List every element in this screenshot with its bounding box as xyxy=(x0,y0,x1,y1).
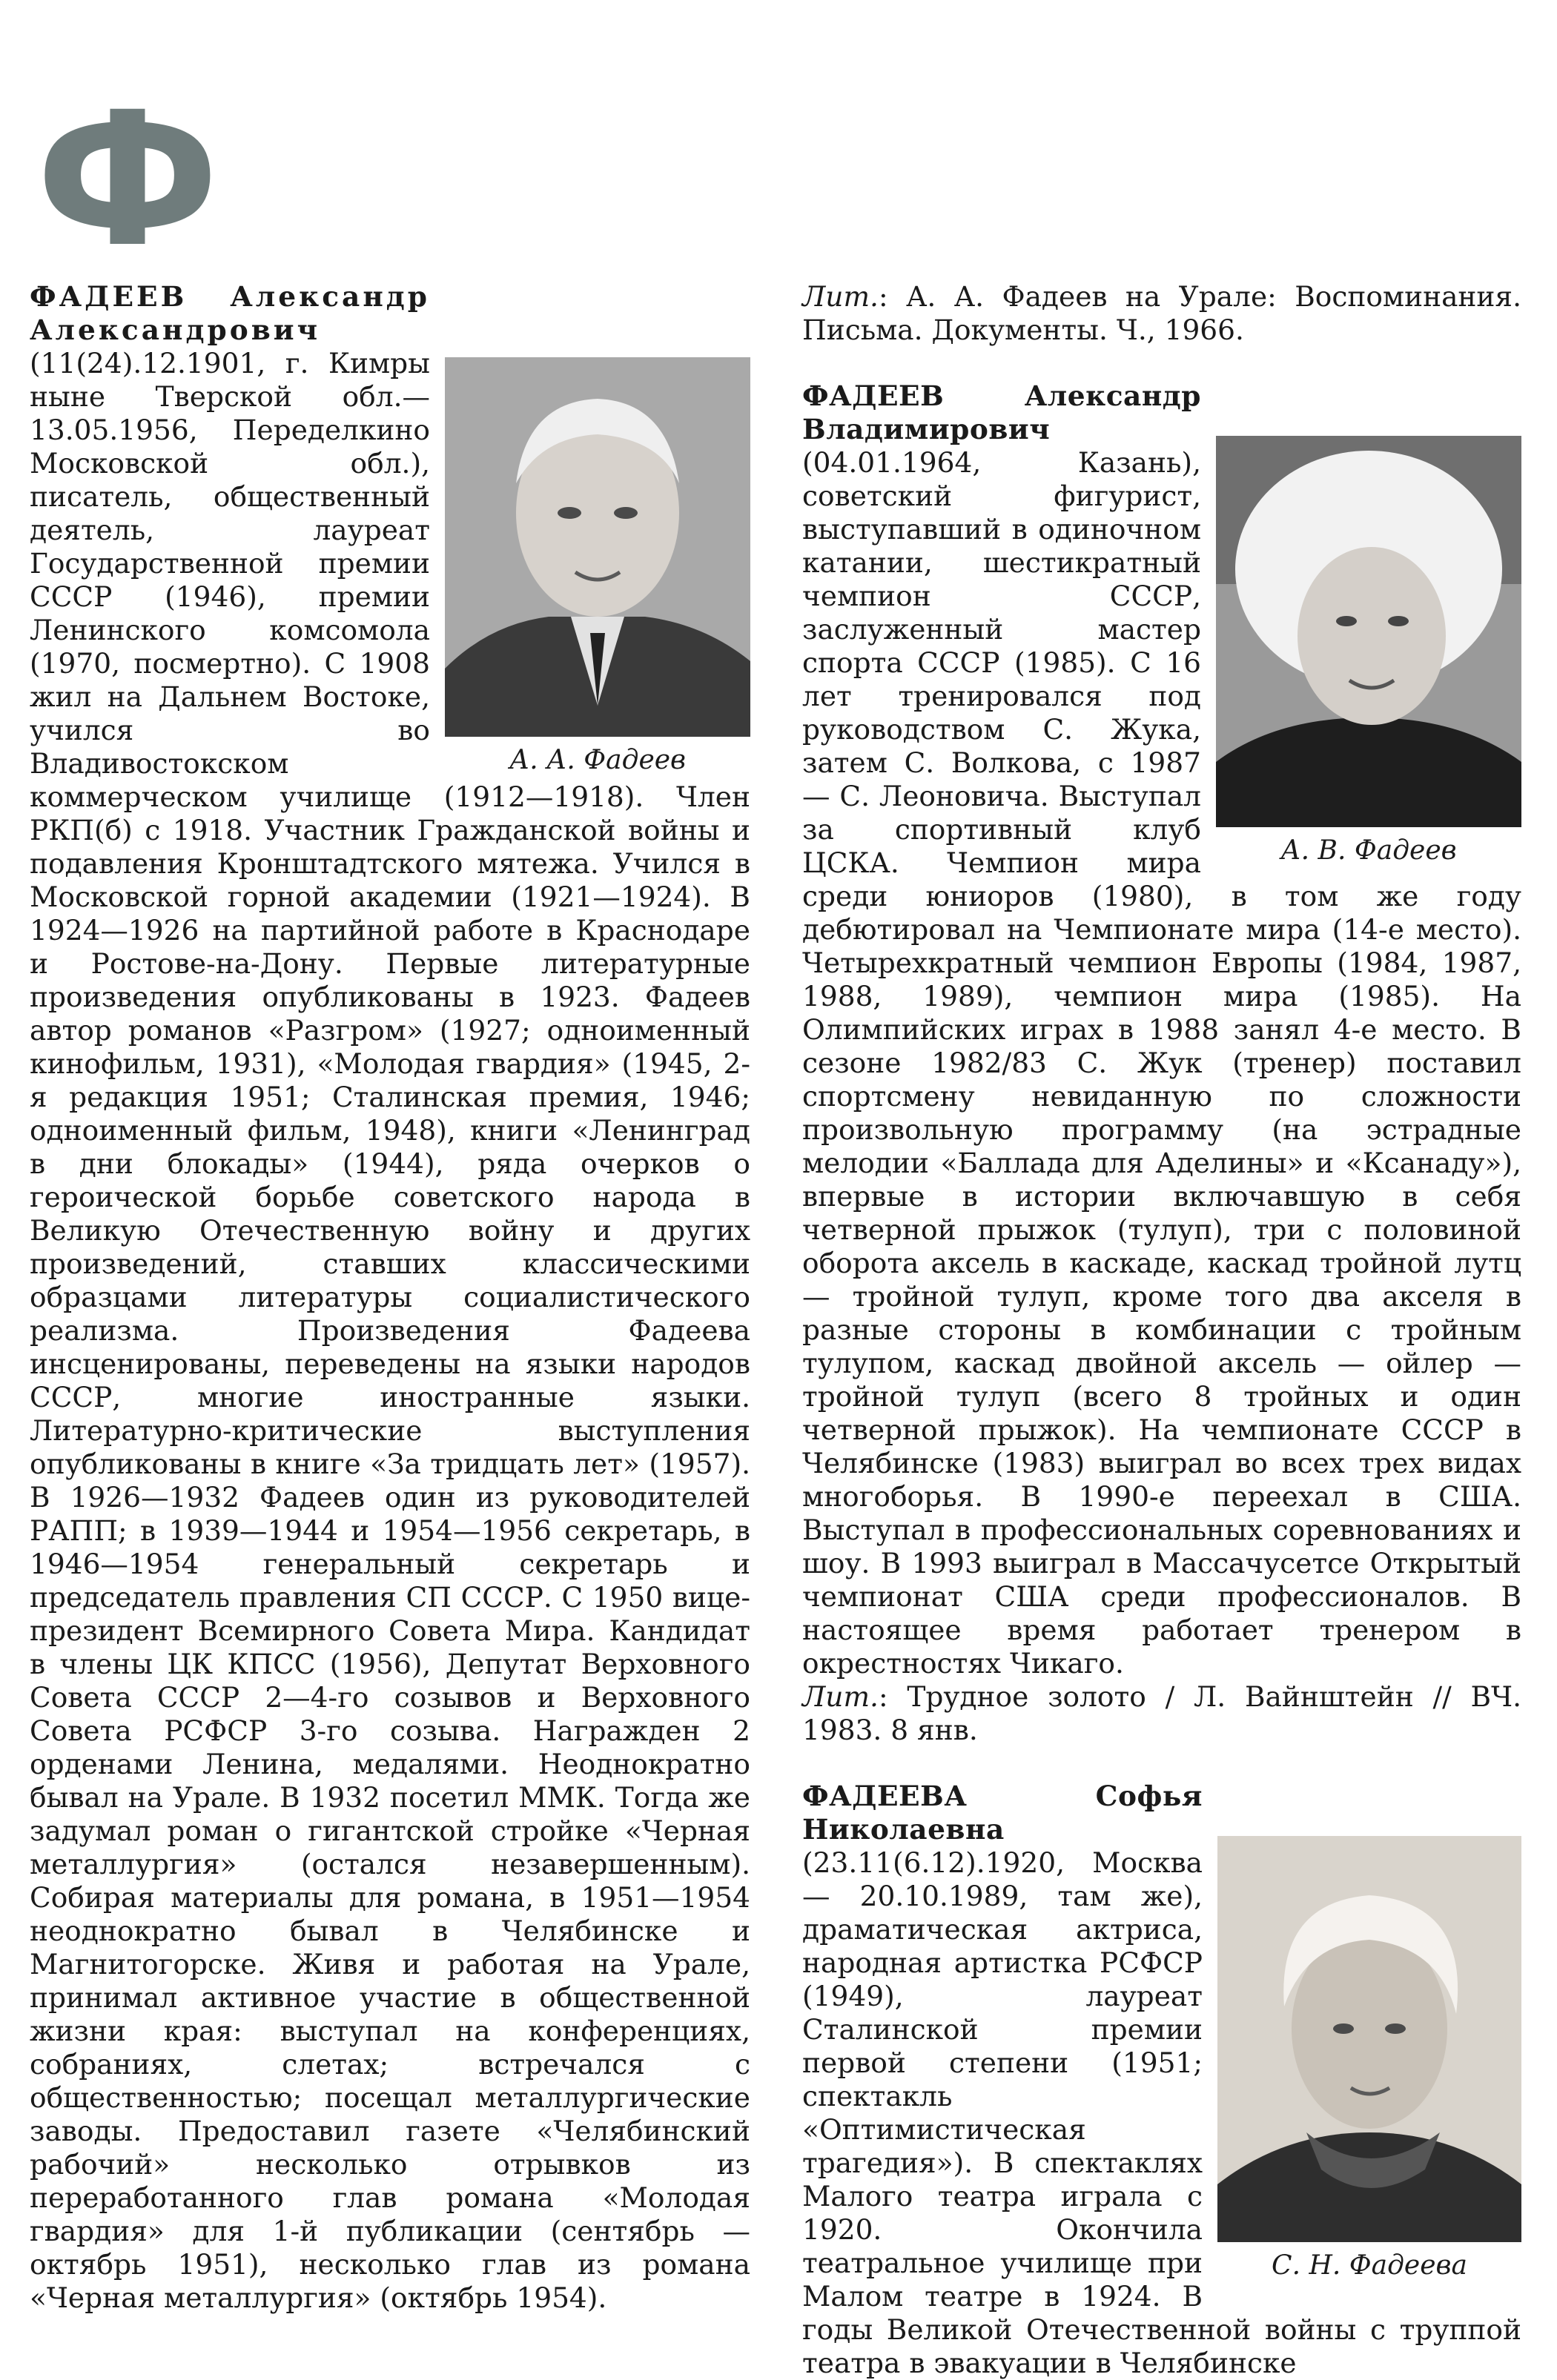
caption-fadeev-av: А. В. Фадеев xyxy=(1280,835,1457,866)
figure-fadeev-aa xyxy=(445,357,750,777)
lit-text: : А. А. Фадеев на Урале: Воспоминания. Письма. Документы. Ч., 1966. xyxy=(802,280,1521,346)
entry-heading: ФАДЕЕВ Александр Владимирович xyxy=(802,379,1201,445)
caption-fadeev-aa: А. А. Фадеев xyxy=(509,745,687,775)
literature-fadeev-aa xyxy=(802,280,1521,347)
portrait-fadeev-av-image xyxy=(1216,436,1521,827)
left-column xyxy=(30,280,750,2315)
entry-body: (23.11(6.12).1920, Москва — 20.10.1989, там же), драматическая актриса, народная артистка РСФСР (1949), лауреат Сталинской премии первой степени (1951; спектакль «Оптимистическая трагедия»). В спектаклях Малого театра играла с 1920. Окончила театральное училище при Малом театре в 1924. В годы Великой Отечественной войны с труппой театра в эвакуации в Челябинске xyxy=(802,1846,1521,2379)
entry-body: (04.01.1964, Казань), советский фигурист, выступавший в одиночном катании, шестикратный чемпион СССР, заслуженный мастер спорта СССР (1985). С 16 лет тренировался под руководством С. Жука, затем С. Волкова, с 1987 — С. Леоновича. Выступал за спортивный клуб ЦСКА. Чемпион мира среди юниоров (1980), в том же году дебютировал на Чемпионате мира (14-е место). Четырехкратный чемпион Европы (1984, 1987, 1988, 1989), чемпион мира (1985). На Олимпийских играх в 1988 занял 4-е место. В сезоне 1982/83 С. Жук (тренер) поставил спортсмену невиданную по сложности произвольную программу (на эстрадные мелодии «Баллада для Аделины» и «Ксанаду»), впервые в истории включавшую в себя четверной прыжок (тулуп), три с половиной оборота аксель в каскаде, каскад тройной лутц — тройной тулуп, кроме того два акселя в разные стороны в комбинации с тройным тулупом, каскад двойной аксель — ойлер — тройной тулуп (всего 8 тройных и один четверной прыжок). На чемпионате СССР в Челябинске (1983) выиграл во всех трех видах многоборья. В 1990-е переехал в США. Выступал в профессиональных соревнованиях и шоу. В 1993 выиграл в Массачусетсе Открытый чемпионат США среди профессионалов. В настоящее время работает тренером в окрестностях Чикаго. xyxy=(802,446,1521,1680)
caption-fadeeva-sn: С. Н. Фадеева xyxy=(1272,2250,1467,2281)
entry-fadeev-av xyxy=(802,379,1521,1747)
portrait-fadeev-aa-image xyxy=(445,357,750,737)
portrait-photo-fadeev-aa xyxy=(445,357,750,737)
lit-text: : Трудное золото / Л. Вайнштейн // ВЧ. 1983. 8 янв. xyxy=(802,1680,1521,1746)
entry-fadeev-aa xyxy=(30,280,750,2315)
figure-fadeeva-sn xyxy=(1217,1836,1521,2282)
literature-fadeev-av xyxy=(802,1680,1521,1747)
section-letter: Ф xyxy=(36,72,219,288)
lit-label: Лит. xyxy=(802,280,879,313)
portrait-photo-fadeeva-sn xyxy=(1217,1836,1521,2242)
entry-body: (11(24).12.1901, г. Кимры ныне Тверской обл.— 13.05.1956, Переделкино Московской обл.), писатель, общественный деятель, лауреат Государственной премии СССР (1946), премии Ленинского комсомола (1970, посмертно). С 1908 жил на Дальнем Востоке, учился во Владивостокском коммерческом училище (1912—1918). Член РКП(б) с 1918. Участник Гражданской войны и подавления Кронштадтского мятежа. Учился в Московской горной академии (1921—1924). В 1924—1926 на партийной работе в Краснодаре и Ростове-на-Дону. Первые литературные произведения опубликованы в 1923. Фадеев автор романов «Разгром» (1927; одноименный кинофильм, 1931), «Молодая гвардия» (1945, 2-я редакция 1951; Сталинская премия, 1946; одноименный фильм, 1948), книги «Ленинград в дни блокады» (1944), ряда очерков о героической борьбе советского народа в Великую Отечественную войну и других произведений, ставших классическими образцами литературы социалистического реализма. Произведения Фадеева инсценированы, переведены на языки народов СССР, многие иностранные языки. Литературно-критические выступления опубликованы в книге «За тридцать лет» (1957). В 1926—1932 Фадеев один из руководителей РАПП; в 1939—1944 и 1954—1956 секретарь, в 1946—1954 генеральный секретарь и председатель правления СП СССР. С 1950 вице-президент Всемирного Совета Мира. Кандидат в члены ЦК КПСС (1956), Депутат Верховного Совета СССР 2—4-го созывов и Верховного Совета РСФСР 3-го созыва. Награжден 2 орденами Ленина, медалями. Неоднократно бывал на Урале. В 1932 посетил ММК. Тогда же задумал роман о гигантской стройке «Черная металлургия» (остался незавершенным). Собирая материалы для романа, в 1951—1954 неоднократно бывал в Челябинске и Магнитогорске. Живя и работая на Урале, принимал активное участие в общественной жизни края: выступал на конференциях, собраниях, слетах; встречался с общественностью; посещал металлургические заводы. Предоставил газете «Челябинский рабочий» несколько отрывков из переработанного глав романа «Молодая гвардия» для 1-й публикации (сентябрь — октябрь 1951), несколько глав из романа «Черная металлургия» (октябрь 1954). xyxy=(30,347,750,2314)
entry-fadeeva-sn xyxy=(802,1780,1521,2380)
lit-label: Лит. xyxy=(802,1680,879,1713)
portrait-photo-fadeev-av xyxy=(1216,436,1521,827)
figure-fadeev-av xyxy=(1216,436,1521,867)
entry-heading: ФАДЕЕВ Александр Александрович xyxy=(30,280,430,346)
right-column xyxy=(802,280,1521,2380)
entry-heading: ФАДЕЕВА Софья Николаевна xyxy=(802,1780,1203,1846)
portrait-fadeeva-sn-image xyxy=(1217,1836,1521,2242)
